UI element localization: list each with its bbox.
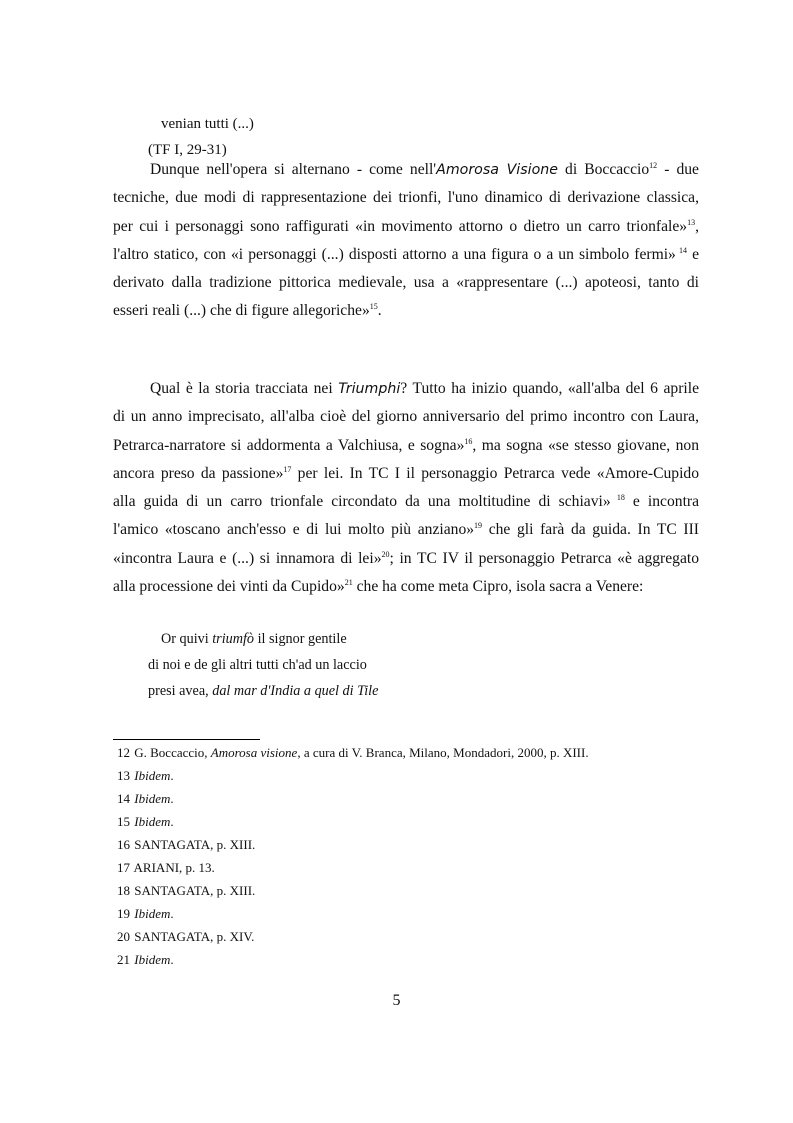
para1-line-5: derivato dalla tradizione pittorica medievale, usa a «rappresentare (...) apoteosi, tanto di: [113, 274, 699, 292]
footnote-ref-16[interactable]: 16: [464, 436, 473, 446]
paragraph-2: [113, 375, 699, 601]
footnote-ref-13[interactable]: 13: [687, 217, 696, 227]
footnote-20: 20 SANTAGATA, p. XIV.: [117, 929, 255, 944]
footnote-16: 16 SANTAGATA, p. XIII.: [117, 837, 256, 852]
quote-line-1: Or quivi triumfò il signor gentile: [161, 631, 347, 647]
footnote-21: 21 Ibidem.: [117, 952, 174, 967]
paragraph-1: [113, 156, 699, 326]
para2-line-3: Petrarca-narratore si addormenta a Valchiusa, e sogna»$^{16}$, ma sogna «se stesso giovane, non: [113, 436, 699, 454]
footnote-15: 15 Ibidem.: [117, 814, 174, 829]
quoted-verses: [148, 626, 378, 704]
quote-line-2: di noi e de gli altri tutti ch'ad un laccio: [148, 657, 367, 673]
footnote-12: 12 G. Boccaccio, Amorosa visione, a cura di V. Branca, Milano, Mondadori, 2000, p. XIII.: [117, 745, 589, 760]
para1-line-6: esseri reali (...) che di figure allegoriche»$^{15}$.: [113, 302, 382, 320]
para2-line-6: l'amico «toscano anch'esso e di lui molto più anziano»$^{19}$ che gli farà da guida. In TC III: [113, 521, 699, 539]
quote-line-3: presi avea, dal mar d'India a quel di Tile: [148, 683, 379, 699]
footnote-17: 17 ARIANI, p. 13.: [117, 860, 215, 875]
para2-line-2: di un anno imprecisato, all'alba cioè del giorno anniversario del primo incontro con Laura,: [113, 408, 699, 426]
para1-line-2: tecniche, due modi di rappresentazione dei trionfi, l'uno dinamico di derivazione classica,: [113, 189, 699, 207]
para1-line-4: l'altro statico, con «i personaggi (...) disposti attorno a una figura o a un simbolo fermi» $^{14}$ e: [113, 245, 699, 263]
footnote-ref-18[interactable]: 18: [610, 493, 625, 502]
footnote-ref-12[interactable]: 12: [649, 160, 658, 170]
para2-line-5: alla guida di un carro trionfale circondato da una moltitudine di schiavi» $^{18}$ e incontra: [113, 493, 700, 511]
para1-line-1: Dunque nell'opera si alternano - come nell'Amorosa Visione di Boccaccio$^{12}$ - due: [150, 160, 699, 178]
page-number: 5: [392, 992, 401, 1009]
footnote-separator: [113, 739, 260, 740]
footnote-ref-19[interactable]: 19: [474, 521, 483, 531]
footnote-ref-17[interactable]: 17: [283, 464, 292, 474]
footnote-ref-14[interactable]: 14: [675, 245, 688, 255]
footnote-13: 13 Ibidem.: [117, 768, 174, 783]
verse-citation: (TF I, 29-31): [148, 142, 227, 158]
verse-line: venian tutti (...): [161, 116, 254, 132]
para2-line-7: «incontra Laura e (...) si innamora di lei»$^{20}$; in TC IV il personaggio Petrarca «è aggregato: [113, 549, 700, 567]
para1-line-3: per cui i personaggi sono raffigurati «in movimento attorno o dietro un carro trionfale»$^{13}$,: [113, 217, 699, 235]
footnote-ref-21[interactable]: 21: [344, 577, 353, 587]
footnote-ref-15[interactable]: 15: [369, 302, 378, 312]
para2-line-8: alla processione dei vinti da Cupido»$^{21}$ che ha come meta Cipro, isola sacra a Venere:: [113, 577, 644, 596]
para2-line-1: Qual è la storia tracciata nei Triumphi? Tutto ha inizio quando, «all'alba del 6 aprile: [150, 380, 700, 397]
para2-line-4: ancora preso da passione»$^{17}$ per lei. In TC I il personaggio Petrarca vede «Amore-Cupido: [113, 464, 699, 482]
footnote-19: 19 Ibidem.: [117, 906, 174, 921]
footnote-18: 18 SANTAGATA, p. XIII.: [117, 883, 256, 898]
footnote-ref-20[interactable]: 20: [381, 549, 390, 559]
footnote-14: 14 Ibidem.: [117, 791, 174, 806]
